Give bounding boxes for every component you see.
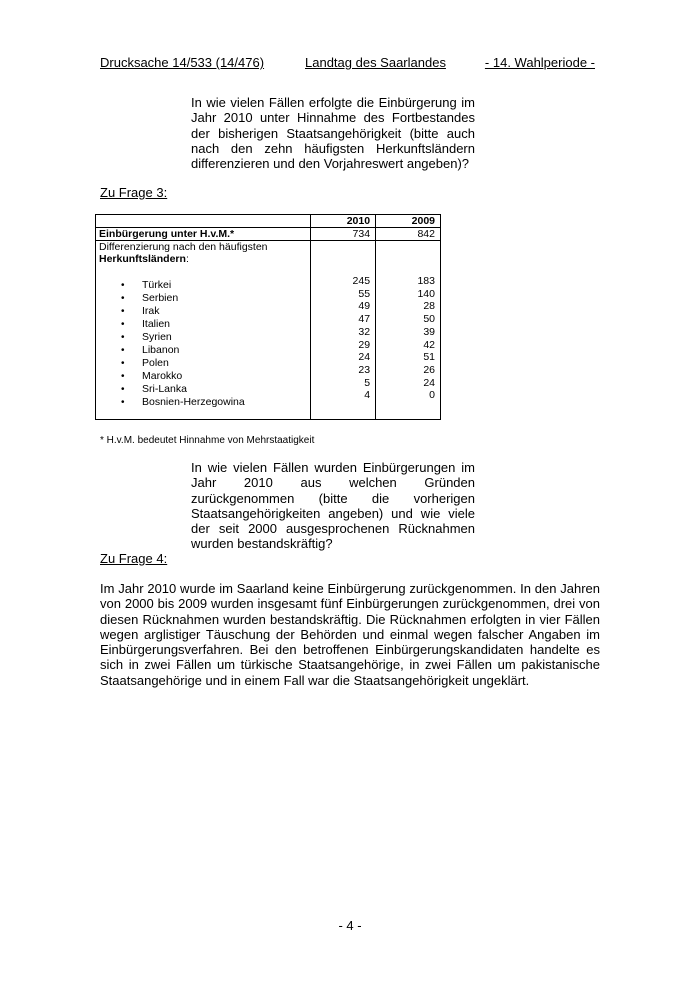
countries-cell [96,241,311,420]
diff-bold: Herkunftsländern [99,253,186,265]
table-header-2010: 2010 [311,215,376,228]
list-item: • Marokko [99,370,307,383]
total-2010: 734 [311,228,376,241]
answer-4-text: Im Jahr 2010 wurde im Saarland keine Einbürgerung zurückgenommen. In den Jahren von 2000 bis 2009 wurden insgesamt fünf Einbürgerungen zurückgenommen, drei von diesen Rücknahmen wurden bestandskräftig. Die Rücknahmen erfolgten in vier Fällen wegen arglistiger Täuschung der Behörden und einmal wegen falscher Angaben im Einbürgerungsverfahren. Bei den betroffenen Einbürgerungskandidaten handelte es sich in zwei Fällen um türkische Staatsangehörige, in zwei Fällen um pakistanische Staatsangehörige und in einem Fall war die Staatsangehörigkeit ungeklärt. [100,581,600,688]
country-list [99,279,307,409]
table-header-2009: 2009 [376,215,441,228]
table-total-row [96,228,441,241]
value-2009: 183 [417,275,435,287]
value-2010: 23 [358,363,371,376]
page-header [100,55,595,73]
value-2009: 24 [423,376,435,389]
table-header-empty [96,215,311,228]
value-2009: 50 [423,313,435,326]
header-period: - 14. Wahlperiode - [484,55,595,70]
values-2010-cell [311,241,376,420]
list-item: • Irak [99,305,307,318]
value-2010: 245 [352,275,371,287]
value-2010: 55 [358,287,371,300]
diff-prefix: Differenzierung nach den häufigsten [99,241,268,253]
value-2010: 4 [364,389,371,402]
value-2009: 51 [423,351,435,364]
total-label: Einbürgerung unter H.v.M.* [96,228,311,241]
value-2009: 26 [423,363,435,376]
table-countries-row [96,241,441,420]
naturalization-table [95,214,441,420]
list-item: • Bosnien-Herzegowina [99,396,307,409]
values-2009-list [379,275,435,402]
value-2009: 0 [429,389,435,402]
differentiation-label [99,241,307,265]
values-2009-cell [376,241,441,420]
header-parliament: Landtag des Saarlandes [305,55,446,70]
table-footnote: * H.v.M. bedeutet Hinnahme von Mehrstaatigkeit [100,435,315,446]
list-item: • Italien [99,318,307,331]
list-item: • Türkei [99,279,307,292]
value-2009: 140 [417,287,435,300]
value-2010: 29 [358,338,371,351]
value-2010: 24 [358,351,371,364]
value-2009: 39 [423,325,435,338]
values-2010-list [314,275,370,402]
list-item: • Sri-Lanka [99,383,307,396]
page-number: - 4 - [338,918,362,933]
value-2010: 49 [358,300,371,313]
table-header-row [96,215,441,228]
value-2009: 42 [423,338,435,351]
list-item: • Serbien [99,292,307,305]
list-item: • Libanon [99,344,307,357]
value-2010: 32 [358,325,371,338]
list-item: • Syrien [99,331,307,344]
total-2009: 842 [376,228,441,241]
heading-question-4: Zu Frage 4: [100,551,168,566]
value-2009: 28 [423,300,435,313]
value-2010: 47 [358,313,371,326]
header-document-number: Drucksache 14/533 (14/476) [100,55,265,70]
list-item: • Polen [99,357,307,370]
diff-suffix: : [185,253,189,265]
value-2010: 5 [364,376,371,389]
question-4-text: In wie vielen Fällen wurden Einbürgerungen im Jahr 2010 aus welchen Gründen zurückgenommen (bitte die vorherigen Staatsangehörigkeiten angeben) und wie viele der seit 2000 ausgesprochenen Rücknahmen wurden bestandskräftig? [191,460,475,552]
question-3-text: In wie vielen Fällen erfolgte die Einbürgerung im Jahr 2010 unter Hinnahme des Fortbestandes der bisherigen Staatsangehörigkeit (bitte auch nach den zehn häufigsten Herkunftsländern differenzieren und den Vorjahreswert angeben)? [191,95,475,172]
heading-question-3: Zu Frage 3: [100,185,168,200]
